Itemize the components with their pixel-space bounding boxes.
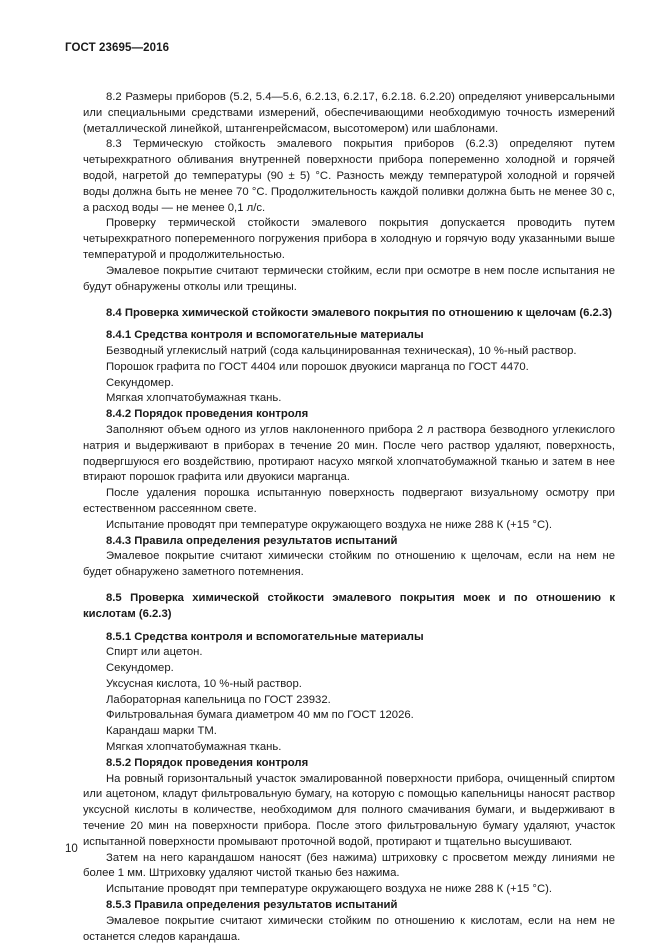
subsection-heading: 8.5.3 Правила определения результатов испытаний (106, 899, 398, 912)
paragraph: На ровный горизонтальный участок эмалированной поверхности прибора, очищенный спиртом или ацетоном, кладут фильтровальную бумагу, на которую с помощью капельницы наносят раствор уксусной кислоты в количестве, необходимом для полного смачивания бумаги, и выдерживают в течение 20 мин на поверхности прибора. После этого фильтровальную бумагу удаляют, участок испытанной поверхности промывают проточной водой, протирают и тщательно высушивают. (83, 772, 615, 848)
section-heading: 8.5 Проверка химической стойкости эмалевого покрытия моек и по отношению к кислотам (6.2.3) (83, 591, 615, 620)
paragraph: Эмалевое покрытие считают термически стойким, если при осмотре в нем после испытания не будут обнаружены отколы или трещины. (83, 264, 615, 293)
page-header: ГОСТ 23695—2016 (65, 42, 170, 54)
paragraph: Затем на него карандашом наносят (без нажима) штриховку с просветом между линиями не более 1 мм. Штриховку удаляют чистой тканью без нажима. (83, 851, 615, 880)
list-item: Уксусная кислота, 10 %-ный раствор. (106, 677, 302, 690)
subsection-heading: 8.4.2 Порядок проведения контроля (106, 408, 309, 421)
subsection-heading: 8.5.1 Средства контроля и вспомогательные материалы (106, 630, 424, 643)
section-heading: 8.4 Проверка химической стойкости эмалевого покрытия по отношению к щелочам (6.2.3) (106, 307, 613, 320)
list-item: Лабораторная капельница по ГОСТ 23932. (106, 693, 331, 706)
paragraph: Проверку термической стойкости эмалевого покрытия допускается проводить путем четырехкратного попеременного погружения прибора в холодную и горячую воду указанными выше температурой и продолжительностью. (83, 217, 615, 261)
list-item: Мягкая хлопчатобумажная ткань. (106, 392, 282, 405)
page-number: 10 (65, 843, 78, 855)
list-item: Мягкая хлопчатобумажная ткань. (106, 741, 282, 754)
list-item: Спирт или ацетон. (106, 646, 203, 659)
list-item: Секундомер. (106, 376, 174, 389)
paragraph: Эмалевое покрытие считают химически стойким по отношению к щелочам, если на нем не будет обнаружено заметного потемнения. (83, 550, 615, 579)
paragraph: 8.2 Размеры приборов (5.2, 5.4—5.6, 6.2.13, 6.2.17, 6.2.18. 6.2.20) определяют универсальными или специальными средствами измерений, обеспечивающими необходимую точность измерений (металлической линейкой, штангенрейсмасом, высотомером) или шаблонами. (83, 91, 615, 135)
paragraph: Заполняют объем одного из углов наклоненного прибора 2 л раствора безводного углекислого натрия и выдерживают в приборах в течение 20 мин. После чего раствор удаляют, поверхность, подвергшуюся его воздействию, протирают насухо мягкой хлопчатобумажной тканью и затем в нее втирают порошок графита или двуокиси марганца. (83, 423, 615, 484)
paragraph: Испытание проводят при температуре окружающего воздуха не ниже 288 К (+15 °С). (106, 883, 553, 896)
list-item: Карандаш марки ТМ. (106, 725, 217, 738)
document-body (83, 90, 615, 945)
subsection-heading: 8.4.3 Правила определения результатов испытаний (106, 534, 398, 547)
subsection-heading: 8.4.1 Средства контроля и вспомогательные материалы (106, 329, 424, 342)
subsection-heading: 8.5.2 Порядок проведения контроля (106, 756, 309, 769)
list-item: Фильтровальная бумага диаметром 40 мм по ГОСТ 12026. (106, 709, 414, 722)
paragraph: 8.3 Термическую стойкость эмалевого покрытия приборов (6.2.3) определяют путем четырехкратного обливания внутренней поверхности прибора попеременно холодной и горячей водой, нагретой до температуры (90 ± 5) °С. Разность между температурой холодной и горячей воды должна быть не менее 70 °С. Продолжительность каждой поливки должна быть не менее 30 с, а расход воды — не менее 0,1 л/с. (83, 138, 615, 214)
list-item: Порошок графита по ГОСТ 4404 или порошок двуокиси марганца по ГОСТ 4470. (106, 360, 529, 373)
paragraph: Испытание проводят при температуре окружающего воздуха не ниже 288 К (+15 °С). (106, 518, 553, 531)
list-item: Секундомер. (106, 662, 174, 675)
paragraph: Эмалевое покрытие считают химически стойким по отношению к кислотам, если на нем не останется следов карандаша. (83, 914, 615, 943)
paragraph: После удаления порошка испытанную поверхность подвергают визуальному осмотру при естественном рассеянном свете. (83, 487, 615, 515)
list-item: Безводный углекислый натрий (сода кальцинированная техническая), 10 %-ный раствор. (106, 344, 577, 357)
